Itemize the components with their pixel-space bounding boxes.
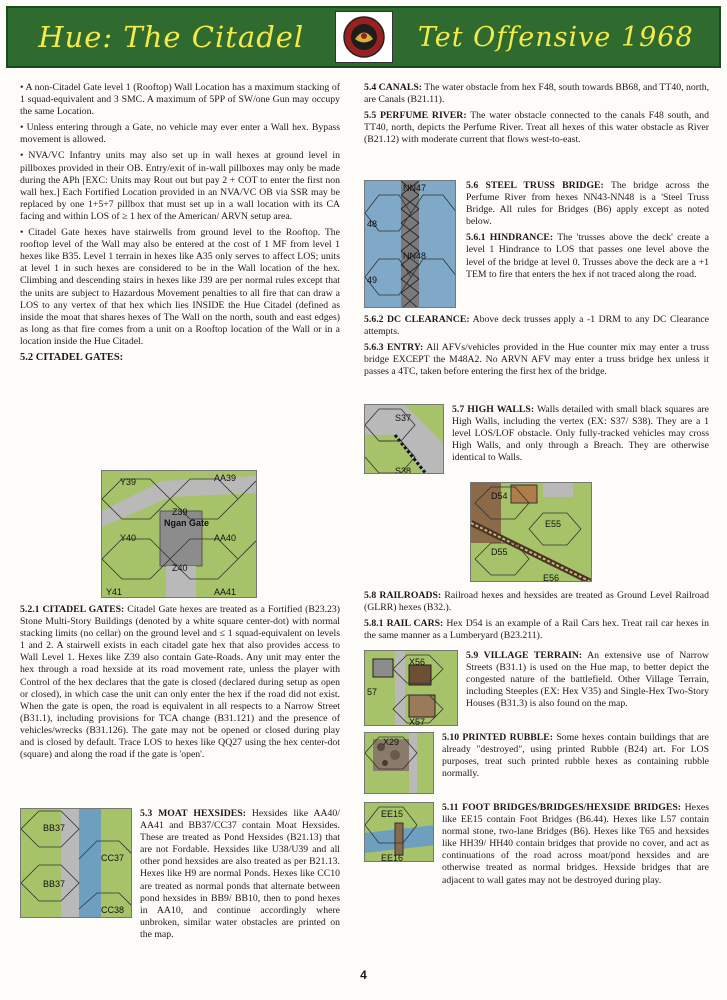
hex-label-x57: X57 xyxy=(409,717,426,726)
banner-title-left: Hue: The Citadel xyxy=(38,20,305,54)
rule-5-3-block xyxy=(140,808,340,945)
map-excerpt-rubble xyxy=(364,732,434,794)
banner-title-right: Tet Offensive 1968 xyxy=(417,21,694,53)
rule-5-9: 5.9 VILLAGE TERRAIN: An extensive use of Narrow Streets (B31.1) is used on the Hue map, to better depict the congested nature of the battlefield. Other Village Terrain, including Steeples (EX: Hex V35) and Single-Hex Two-Story Houses (B31.3) is also found on the map. xyxy=(466,650,709,710)
hex-label-d54: D54 xyxy=(491,491,508,501)
hex-label-bb37-lower: BB37 xyxy=(43,879,66,889)
hex-label-aa39: AA39 xyxy=(214,473,237,483)
rule-5-6-2-block xyxy=(364,314,709,382)
rule-5-2-1: 5.2.1 CITADEL GATES: Citadel Gate hexes are treated as a Fortified (B23.23) Stone Multi-Story Buildings (denoted by a white square center-dot) with normal stacking limits (no cellar) on the ground level and ≤ 1 squad-equivalent on levels 1 and 2. A stairwell exists in each citadel gate hex that also provides access to Wall Level 1. Hexes like Z39 also contain Gate-Roads. Any unit may enter the hex through a road hexside at its road movement rate, unless the player with Control of the hex declares that the gate is closed (declared during setup as open or closed), in which case the unit can only enter the hex if the road did not exist. When the gate is open, the road is equivalent in all respects to a Narrow Street (B31.1), including provisions for TCA change (B31.121) and the presence of vehicles/wrecks (B31.126). The gate may not be opened or closed during play and is closed by default. Trace LOS to hexes like QQ27 using the hex center-dot (square) and along the road if the gate is 'open'. xyxy=(20,604,341,761)
hex-label-cc37: CC37 xyxy=(101,853,125,863)
rule-5-5: 5.5 PERFUME RIVER: The water obstacle connected to the canals F48 south, and TT40, north, depicts the Perfume River. Treat all hexes of this water obstacle as River (B21.12) with moderate current that flows west-to-east. xyxy=(364,110,709,146)
left-column-lower xyxy=(20,604,340,765)
hex-label-ee16: EE16 xyxy=(381,853,404,862)
hex-label-ee15: EE15 xyxy=(381,809,404,819)
bullet-pillboxes: • NVA/VC Infantry units may also set up in wall hexes at ground level in pillboxes provided in their OB. Entry/exit of in-wall pillboxes may only be made during the APh [EXC: Units may Rout out but pay 2 + COT to enter the first non wall hex.] Each Fortified Location provided in an NVA/VC OB via SSR may be replaced by one 1+5+7 pillbox that must set up in a wall location with its CA facing and within LOS of ≥ 1 hex of the American/ ARVN setup area. xyxy=(20,150,340,222)
bullet-wall-stacking: • A non-Citadel Gate level 1 (Rooftop) Wall Location has a maximum stacking of 1 squad-equivalent and 3 SMC. A maximum of 5PP of SW/one Gun may occupy the same Location. xyxy=(20,82,340,118)
rule-5-6: 5.6 STEEL TRUSS BRIDGE: The bridge across the Perfume River from hexes NN43-NN48 is a 'Steel Truss Bridge. All rules for Bridges (B6) apply except as noted below. xyxy=(466,180,709,228)
section-heading-citadel-gates: 5.2 CITADEL GATES: xyxy=(20,351,124,363)
hex-label-y41: Y41 xyxy=(106,587,123,597)
rule-5-6-1: 5.6.1 HINDRANCE: The 'trusses above the deck' create a level 1 Hindrance to LOS that passes one level above the level of the bridge at level 0. Trusses above the deck are a +1 TEM to fire that enters the hex if not traced along the road. xyxy=(466,232,710,280)
hex-label-48: 48 xyxy=(367,219,378,229)
rule-5-8-block xyxy=(364,590,709,646)
hex-label-57: 57 xyxy=(367,687,378,697)
map-excerpt-foot-bridge xyxy=(364,802,434,862)
rule-5-6-3: 5.6.3 ENTRY: All AFVs/vehicles provided in the Hue counter mix may enter a truss bridge EXCEPT the M48A2. No ARVN AFV may enter a truss bridge hex unless it passes a 4TC, taken before entering the first hex of the bridge. xyxy=(364,342,709,378)
hex-label-y40: Y40 xyxy=(120,533,137,543)
hex-label-e55: E55 xyxy=(545,519,562,529)
hex-label-nn48: NN48 xyxy=(403,251,427,261)
hex-label-d55: D55 xyxy=(491,547,508,557)
hex-label-aa40: AA40 xyxy=(214,533,237,543)
hex-label-x29: X29 xyxy=(383,737,400,747)
hex-label-cc38: CC38 xyxy=(101,905,125,915)
unit-emblem-logo xyxy=(335,11,393,63)
rule-5-8: 5.8 RAILROADS: Railroad hexes and hexsides are treated as Ground Level Railroad (GLRR) hexes (B32.). xyxy=(364,590,710,614)
rule-5-3: 5.3 MOAT HEXSIDES: Hexsides like AA40/ AA41 and BB37/CC37 contain Moat Hexsides. These are treated as Pond Hexsides (B21.13) that are not Fordable. Hexsides like U38/U39 and all other pond hexsides are also treated as per B21.13. Hexes like H9 are normal Ponds. Hexes like CC10 are treated as normal ponds that alternate between pond hexsides in BB9/ BB10, then to pond hexes in AA10, and continue accordingly where unbroken, similar water obstacles are printed on the map. xyxy=(140,808,340,940)
hex-label-x56: X56 xyxy=(409,657,426,667)
page-banner xyxy=(6,6,721,68)
bullet-vehicle-entry: • Unless entering through a Gate, no vehicle may ever enter a Wall hex. Bypass movement is allowed. xyxy=(20,122,340,146)
right-column xyxy=(364,82,709,150)
rule-5-10-block xyxy=(442,732,709,784)
rule-5-7-block xyxy=(452,404,709,468)
rule-5-7: 5.7 HIGH WALLS: Walls detailed with small black squares are High Walls, including the vertex (EX: S37/ S38). They are a 1 level LOS/LOF obstacle. Only fully-tracked vehicles may cross High Walls, and only through a Breach. They are otherwise identical to Walls. xyxy=(452,404,709,464)
hex-label-s38: S38 xyxy=(395,466,412,474)
hex-label-y39: Y39 xyxy=(120,477,137,487)
map-excerpt-village xyxy=(364,650,458,726)
rule-5-6-2: 5.6.2 DC CLEARANCE: Above deck trusses apply a -1 DRM to any DC Clearance attempts. xyxy=(364,314,709,338)
rule-5-4: 5.4 CANALS: The water obstacle from hex F48, south towards BB68, and TT40, north, are Canals (B21.11). xyxy=(364,82,710,106)
rule-5-6-block xyxy=(466,180,709,285)
hex-label-z39: Z39 xyxy=(172,507,188,517)
hex-label-nn47: NN47 xyxy=(403,183,427,193)
rule-5-9-block xyxy=(466,650,709,714)
page-number: 4 xyxy=(360,968,367,982)
map-excerpt-railroad xyxy=(470,482,592,582)
rule-5-11-block xyxy=(442,802,709,891)
hex-label-49: 49 xyxy=(367,275,378,285)
map-excerpt-truss-bridge xyxy=(364,180,456,308)
hex-label-aa41: AA41 xyxy=(214,587,237,597)
hex-label-z40: Z40 xyxy=(172,563,188,573)
rule-5-11: 5.11 FOOT BRIDGES/BRIDGES/HEXSIDE BRIDGES: Hexes like EE15 contain Foot Bridges (B6.44). Hexes like L57 contain normal stone, two-lane Bridges (B6). Hexes like T65 and hexsides like HH39/ HH40 contain bridges that provide no cover, and act as continuations of the road across moat/pond hexsides and are otherwise treated as normal bridges. Hexside bridges that are adjacent to wall gates may not be destroyed during play. xyxy=(442,802,709,886)
rule-5-8-1: 5.8.1 RAIL CARS: Hex D54 is an example of a Rail Cars hex. Treat rail car hexes in the same manner as a Lumberyard (B23.211). xyxy=(364,618,710,642)
hex-label-s37: S37 xyxy=(395,413,412,423)
hex-label-e56: E56 xyxy=(543,573,560,582)
map-excerpt-moat xyxy=(20,808,132,918)
hex-label-bb37: BB37 xyxy=(43,823,66,833)
map-excerpt-ngan-gate xyxy=(101,470,257,598)
left-column xyxy=(20,82,340,370)
hex-label-ngan-gate: Ngan Gate xyxy=(164,518,210,528)
rule-5-10: 5.10 PRINTED RUBBLE: Some hexes contain buildings that are already "destroyed", using printed Rubble (B24) art. For LOS purposes, treat such printed rubble hexes as containing rubble normally. xyxy=(442,732,709,780)
map-excerpt-high-walls xyxy=(364,404,444,474)
bullet-stairwells: • Citadel Gate hexes have stairwells from ground level to the Rooftop. The rooftop level of the Wall may also be entered at the cost of 1 MF from level 1 hexes like B35. Level 1 terrain in hexes like A35 only serves to affect LOS; units at level 1 in such hexes are considered to be in the Wall location of the hex. Climbing and descending stairs in hexes like J39 are per normal rules except that the units are subject to Hazardous Movement penalties to all fire that can draw a LOS to any vertex of that hex which lies INSIDE the Hue Citadel (defined as inside the moat that shares hexes of The Wall on the north, south and east edges) as long as that fire comes from a unit on a Rooftop location of the Wall or in a location inside the Hue Citadel. xyxy=(20,227,340,347)
